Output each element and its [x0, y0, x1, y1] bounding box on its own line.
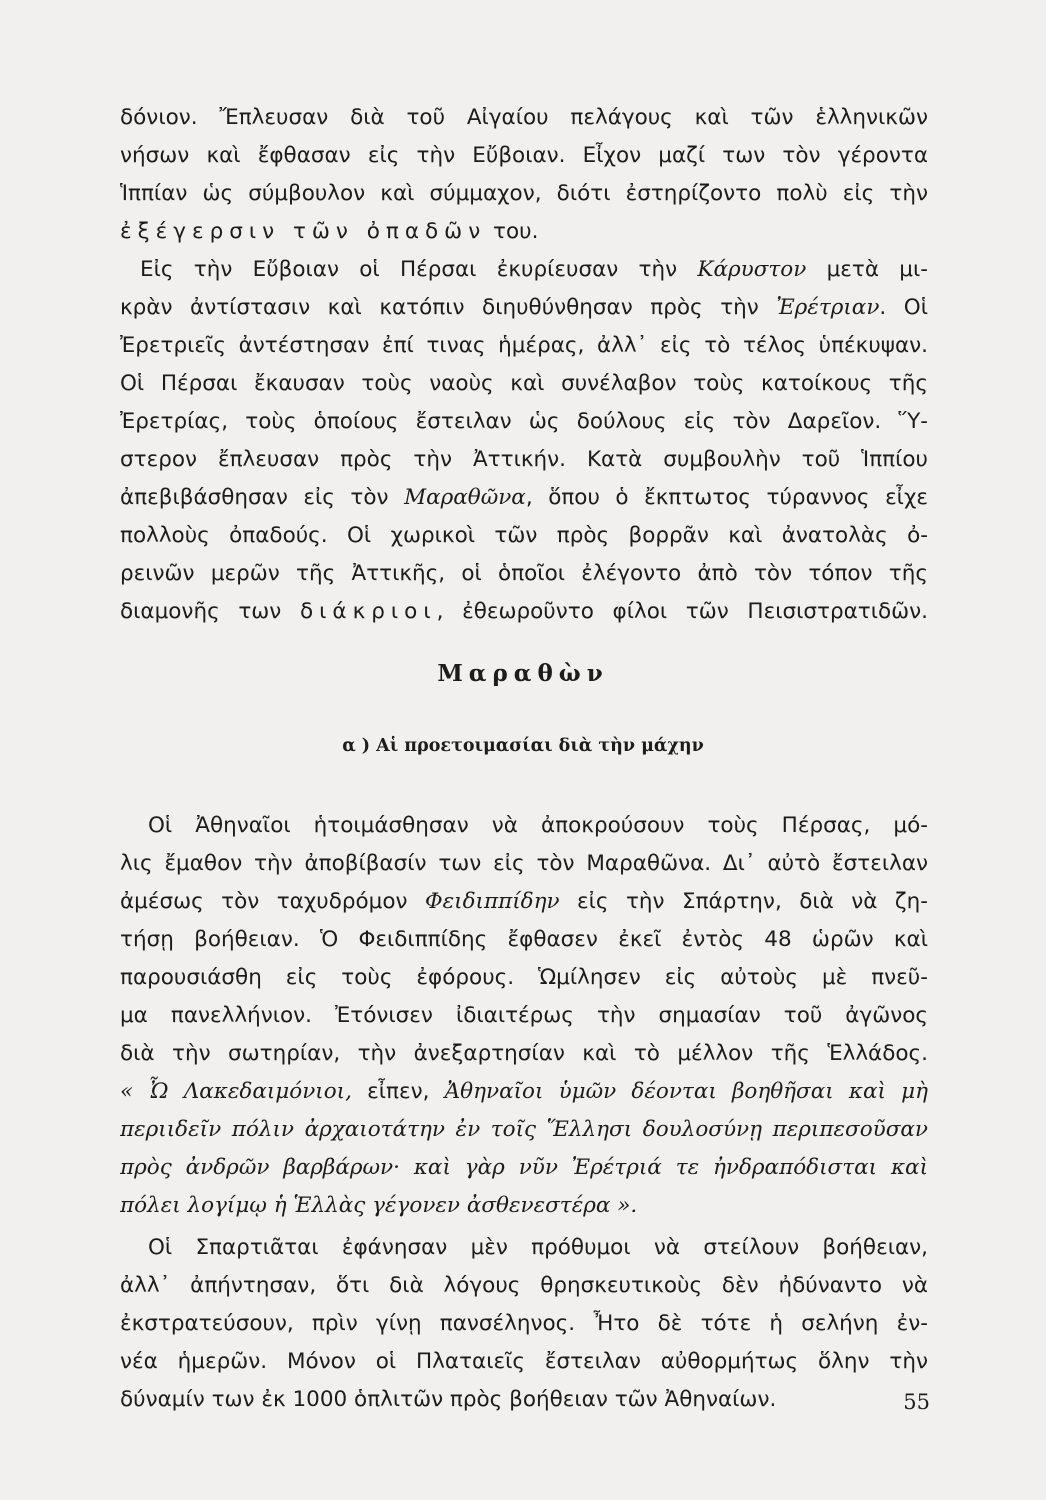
text-line — [120, 1074, 928, 1110]
text-line: Ἱππίαν ὡς σύμβουλον καὶ σύμμαχον, διότι ἐστηρίζοντο πολὺ εἰς τὴν — [120, 181, 928, 206]
section-heading: Μαραθὼν — [437, 660, 609, 687]
text-line: ἐκστρατεύσουν, πρὶν γίνῃ πανσέληνος. Ἦτο δὲ τότε ἡ σελήνη ἐν- — [120, 1311, 928, 1336]
text-line: Οἱ Ἀθηναῖοι ἡτοιμάσθησαν νὰ ἀποκρούσουν τοὺς Πέρσας, μό- — [148, 813, 928, 838]
text-span: . Οἱ — [879, 295, 928, 320]
place-name: Ἐρέτριαν — [776, 295, 880, 320]
quote-line: περιιδεῖν πόλιν ἀρχαιοτάτην ἐν τοῖς Ἕλλησι δουλοσύνῃ περιπεσοῦσαν — [120, 1117, 928, 1142]
text-line: μα πανελλήνιον. Ἐτόνισεν ἰδιαιτέρως τὴν σημασίαν τοῦ ἀγῶνος — [120, 1003, 928, 1028]
text-span: ἀμέσως τὸν ταχυδρόμον — [120, 889, 425, 914]
text-span: εἰς τὴν Σπάρτην, διὰ νὰ ζη- — [559, 889, 928, 914]
quote-line: πρὸς ἀνδρῶν βαρβάρων· καὶ γὰρ νῦν Ἐρέτριά τε ἠνδραπόδισται καὶ — [120, 1155, 928, 1180]
text-span: Εἰς τὴν Εὔβοιαν οἱ Πέρσαι ἐκυρίευσαν τὴν — [140, 257, 698, 282]
text-line: λις ἔμαθον τὴν ἀποβίβασίν των εἰς τὸν Μαραθῶνα. Δι᾽ αὐτὸ ἔστειλαν — [120, 851, 928, 876]
text-line: ἀλλ᾽ ἀπήντησαν, ὅτι διὰ λόγους θρησκευτικοὺς δὲν ἠδύναντο νὰ — [120, 1273, 928, 1298]
spaced-phrase: διάκριοι — [299, 599, 437, 624]
quote-line: πόλει λογίμῳ ἡ Ἑλλὰς γέγονεν ἀσθενεστέρα ». — [120, 1193, 638, 1218]
text-line: νήσων καὶ ἔφθασαν εἰς τὴν Εὔβοιαν. Εἶχον μαζί των τὸν γέροντα — [120, 143, 928, 168]
text-line: διὰ τὴν σωτηρίαν, τὴν ἀνεξαρτησίαν καὶ τὸ μέλλον τῆς Ἑλλάδος. — [120, 1041, 928, 1066]
text-span: του. — [486, 219, 539, 244]
section-subheading: α ) Αἱ προετοιμασίαι διὰ τὴν μάχην — [342, 736, 704, 756]
text-line: τήσῃ βοήθειαν. Ὁ Φειδιππίδης ἔφθασεν ἐκεῖ ἐντὸς 48 ὡρῶν καὶ — [120, 927, 928, 952]
text-span: διαμονῆς των — [120, 599, 300, 624]
text-line — [120, 290, 928, 326]
text-span: ἀπεβιβάσθησαν εἰς τὸν — [120, 485, 405, 510]
text-line: παρουσιάσθη εἰς τοὺς ἐφόρους. Ὡμίλησεν εἰς αὐτοὺς μὲ πνεῦ- — [120, 965, 928, 990]
text-line: ρεινῶν μερῶν τῆς Ἀττικῆς, οἱ ὁποῖοι ἐλέγοντο ἀπὸ τὸν τόπον τῆς — [120, 561, 928, 586]
text-line — [120, 252, 928, 288]
spaced-phrase: ἐξέγερσιν τῶν ὀπαδῶν — [120, 219, 487, 244]
text-line: Ἐρετριεῖς ἀντέστησαν ἐπί τινας ἡμέρας, ἀλλ᾽ εἰς τὸ τέλος ὑπέκυψαν. — [120, 333, 928, 358]
text-line: στερον ἔπλευσαν πρὸς τὴν Ἀττικήν. Κατὰ συμβουλὴν τοῦ Ἱππίου — [120, 447, 928, 472]
quote-text: Ἀθηναῖοι ὑμῶν δέονται βοηθῆσαι καὶ μὴ — [444, 1079, 928, 1104]
quote-text: « Ὦ Λακεδαιμόνιοι, — [120, 1079, 352, 1104]
text-span: εἶπεν, — [351, 1079, 445, 1104]
text-line: Οἱ Πέρσαι ἔκαυσαν τοὺς ναοὺς καὶ συνέλαβον τοὺς κατοίκους τῆς — [120, 371, 928, 396]
person-name: Φειδιππίδην — [424, 889, 560, 914]
place-name: Κάρυστον — [697, 257, 807, 282]
page-number: 55 — [903, 1390, 930, 1414]
text-line: δόνιον. Ἔπλευσαν διὰ τοῦ Αἰγαίου πελάγους καὶ τῶν ἑλληνικῶν — [120, 105, 928, 130]
text-span: μετὰ μι- — [806, 257, 928, 282]
text-span: κρὰν ἀντίστασιν καὶ κατόπιν διηυθύνθησαν πρὸς τὴν — [120, 295, 777, 320]
text-line: Ἐρετρίας, τοὺς ὁποίους ἔστειλαν ὡς δούλους εἰς τὸν Δαρεῖον. Ὕ- — [120, 409, 928, 434]
text-line: νέα ἡμερῶν. Μόνον οἱ Πλαταιεῖς ἔστειλαν αὐθορμήτως ὅλην τὴν — [120, 1349, 928, 1374]
text-line: δύναμίν των ἐκ 1000 ὁπλιτῶν πρὸς βοήθειαν τῶν Ἀθηναίων. — [120, 1387, 777, 1412]
text-span: , ἐθεωροῦντο φίλοι τῶν Πεισιστρατιδῶν. — [436, 599, 928, 624]
text-line — [120, 480, 928, 516]
place-name: Μαραθῶνα — [404, 485, 526, 510]
text-line — [120, 884, 928, 920]
text-line: πολλοὺς ὀπαδούς. Οἱ χωρικοὶ τῶν πρὸς βορρᾶν καὶ ἀνατολὰς ὀ- — [120, 523, 928, 548]
text-line: Οἱ Σπαρτιᾶται ἐφάνησαν μὲν πρόθυμοι νὰ στείλουν βοήθειαν, — [148, 1235, 928, 1260]
text-line — [120, 214, 928, 250]
text-span: , ὅπου ὁ ἔκπτωτος τύραννος εἶχε — [525, 485, 928, 510]
text-line — [120, 594, 928, 630]
